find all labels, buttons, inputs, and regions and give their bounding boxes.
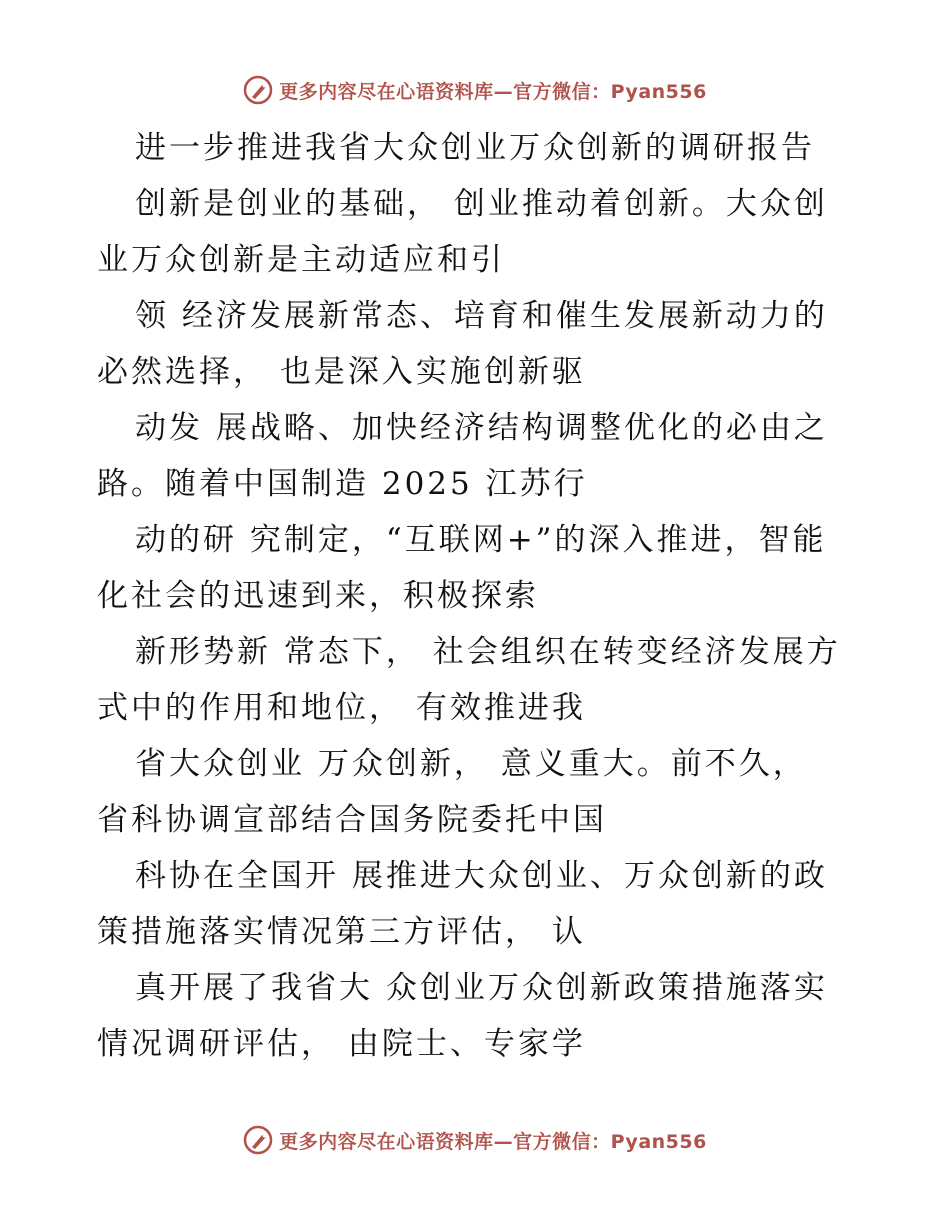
document-body <box>97 120 877 1072</box>
text-line: 创新是创业的基础， 创业推动着创新。大众创 <box>135 186 828 222</box>
text-line: 化社会的迅速到来，积极探索 <box>97 578 539 614</box>
text-line: 真开展了我省大 众创业万众创新政策措施落实 <box>135 970 828 1006</box>
pen-nib-logo-icon <box>243 75 273 105</box>
text-line: 必然选择， 也是深入实施创新驱 <box>97 354 586 390</box>
text-line: 省科协调宣部结合国务院委托中国 <box>97 802 607 838</box>
document-title-line: 进一步推进我省大众创业万众创新的调研报告 <box>135 130 815 166</box>
pen-nib-logo-icon <box>243 1125 273 1155</box>
text-line: 新形势新 常态下， 社会组织在转变经济发展方 <box>135 634 841 670</box>
text-line: 领 经济发展新常态、培育和催生发展新动力的 <box>135 298 828 334</box>
text-line: 策措施落实情况第三方评估， 认 <box>97 914 586 950</box>
text-line: 动发 展战略、加快经济结构调整优化的必由之 <box>135 410 828 446</box>
text-line: 动的研 究制定，“互联网+”的深入推进，智能 <box>135 522 827 558</box>
footer-banner <box>0 1120 950 1160</box>
text-line: 式中的作用和地位， 有效推进我 <box>97 690 586 726</box>
banner-text: 更多内容尽在心语资料库—官方微信：Pyan556 <box>279 80 707 103</box>
banner-text: 更多内容尽在心语资料库—官方微信：Pyan556 <box>279 1130 707 1153</box>
text-line: 业万众创新是主动适应和引 <box>97 242 505 278</box>
text-line: 科协在全国开 展推进大众创业、万众创新的政 <box>135 858 828 894</box>
text-line: 路。随着中国制造 2025 江苏行 <box>97 466 588 502</box>
header-banner <box>0 70 950 110</box>
text-line: 省大众创业 万众创新， 意义重大。前不久， <box>135 746 807 782</box>
text-line: 情况调研评估， 由院士、专家学 <box>97 1026 586 1062</box>
